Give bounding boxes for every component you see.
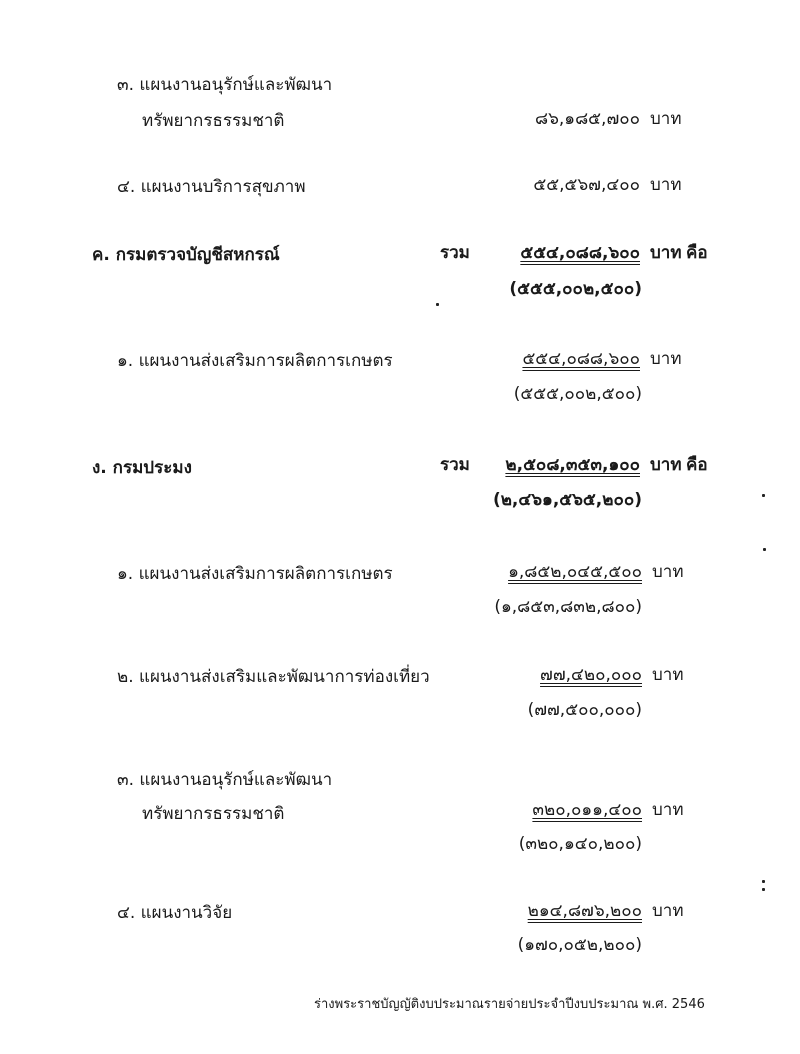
plan-label: ๔. แผนงานบริการสุขภาพ <box>117 177 306 197</box>
department-heading: ง. กรมประมง <box>92 458 192 478</box>
currency-unit: บาท <box>650 455 682 475</box>
consisting-of-label: คือ <box>686 243 708 263</box>
currency-unit: บาท <box>652 901 684 921</box>
plan-label: ๔. แผนงานวิจัย <box>117 903 233 923</box>
scan-speck <box>762 888 765 891</box>
consisting-of-label: คือ <box>686 455 708 475</box>
plan-label: ๓. แผนงานอนุรักษ์และพัฒนา <box>117 770 333 790</box>
plan-label: ๑. แผนงานส่งเสริมการผลิตการเกษตร <box>117 564 393 584</box>
plan-label: ๓. แผนงานอนุรักษ์และพัฒนา <box>117 75 333 95</box>
previous-year-amount: (๑,๘๕๓,๘๓๒,๘๐๐) <box>494 597 642 617</box>
currency-unit: บาท <box>650 109 682 129</box>
total-label: รวม <box>440 455 470 475</box>
total-label: รวม <box>440 243 470 263</box>
previous-year-amount: (๕๕๕,๐๐๒,๕๐๐) <box>509 279 642 299</box>
plan-label-continued: ทรัพยากรธรรมชาติ <box>142 111 285 131</box>
plan-amount: ๑,๘๕๒,๐๔๕,๕๐๐ <box>508 562 642 582</box>
currency-unit: บาท <box>650 175 682 195</box>
department-total-amount: ๒,๕๐๘,๓๕๓,๑๐๐ <box>505 455 640 475</box>
plan-amount: ๓๒๐,๐๑๑,๔๐๐ <box>532 800 642 820</box>
currency-unit: บาท <box>652 665 684 685</box>
previous-year-amount: (๒,๔๖๑,๕๖๕,๒๐๐) <box>492 490 642 510</box>
plan-label: ๑. แผนงานส่งเสริมการผลิตการเกษตร <box>117 351 393 371</box>
plan-amount: ๒๑๔,๘๗๖,๒๐๐ <box>527 901 642 921</box>
scan-speck <box>763 548 766 551</box>
currency-unit: บาท <box>652 562 684 582</box>
document-footer: ร่างพระราชบัญญัติงบประมาณรายจ่ายประจำปีงบประมาณ พ.ศ. 2546 <box>314 997 705 1012</box>
scan-speck <box>762 494 765 497</box>
previous-year-amount: (๓๒๐,๑๔๐,๒๐๐) <box>518 834 642 854</box>
department-total-amount: ๕๕๔,๐๘๘,๖๐๐ <box>520 243 640 263</box>
plan-label-continued: ทรัพยากรธรรมชาติ <box>142 804 285 824</box>
previous-year-amount: (๕๕๕,๐๐๒,๕๐๐) <box>513 384 642 404</box>
plan-amount: ๕๕,๕๖๗,๔๐๐ <box>533 175 640 195</box>
previous-year-amount: (๗๗,๕๐๐,๐๐๐) <box>527 700 642 720</box>
currency-unit: บาท <box>652 800 684 820</box>
currency-unit: บาท <box>650 243 682 263</box>
scan-speck <box>762 880 765 883</box>
currency-unit: บาท <box>650 349 682 369</box>
plan-amount: ๘๖,๑๘๕,๗๐๐ <box>534 109 640 129</box>
plan-label: ๒. แผนงานส่งเสริมและพัฒนาการท่องเที่ยว <box>117 667 430 687</box>
department-heading: ค. กรมตรวจบัญชีสหกรณ์ <box>92 245 280 265</box>
plan-amount: ๗๗,๔๒๐,๐๐๐ <box>540 665 642 685</box>
previous-year-amount: (๑๗๐,๐๕๒,๒๐๐) <box>517 935 642 955</box>
scan-speck <box>436 303 439 306</box>
plan-amount: ๕๕๔,๐๘๘,๖๐๐ <box>522 349 640 369</box>
